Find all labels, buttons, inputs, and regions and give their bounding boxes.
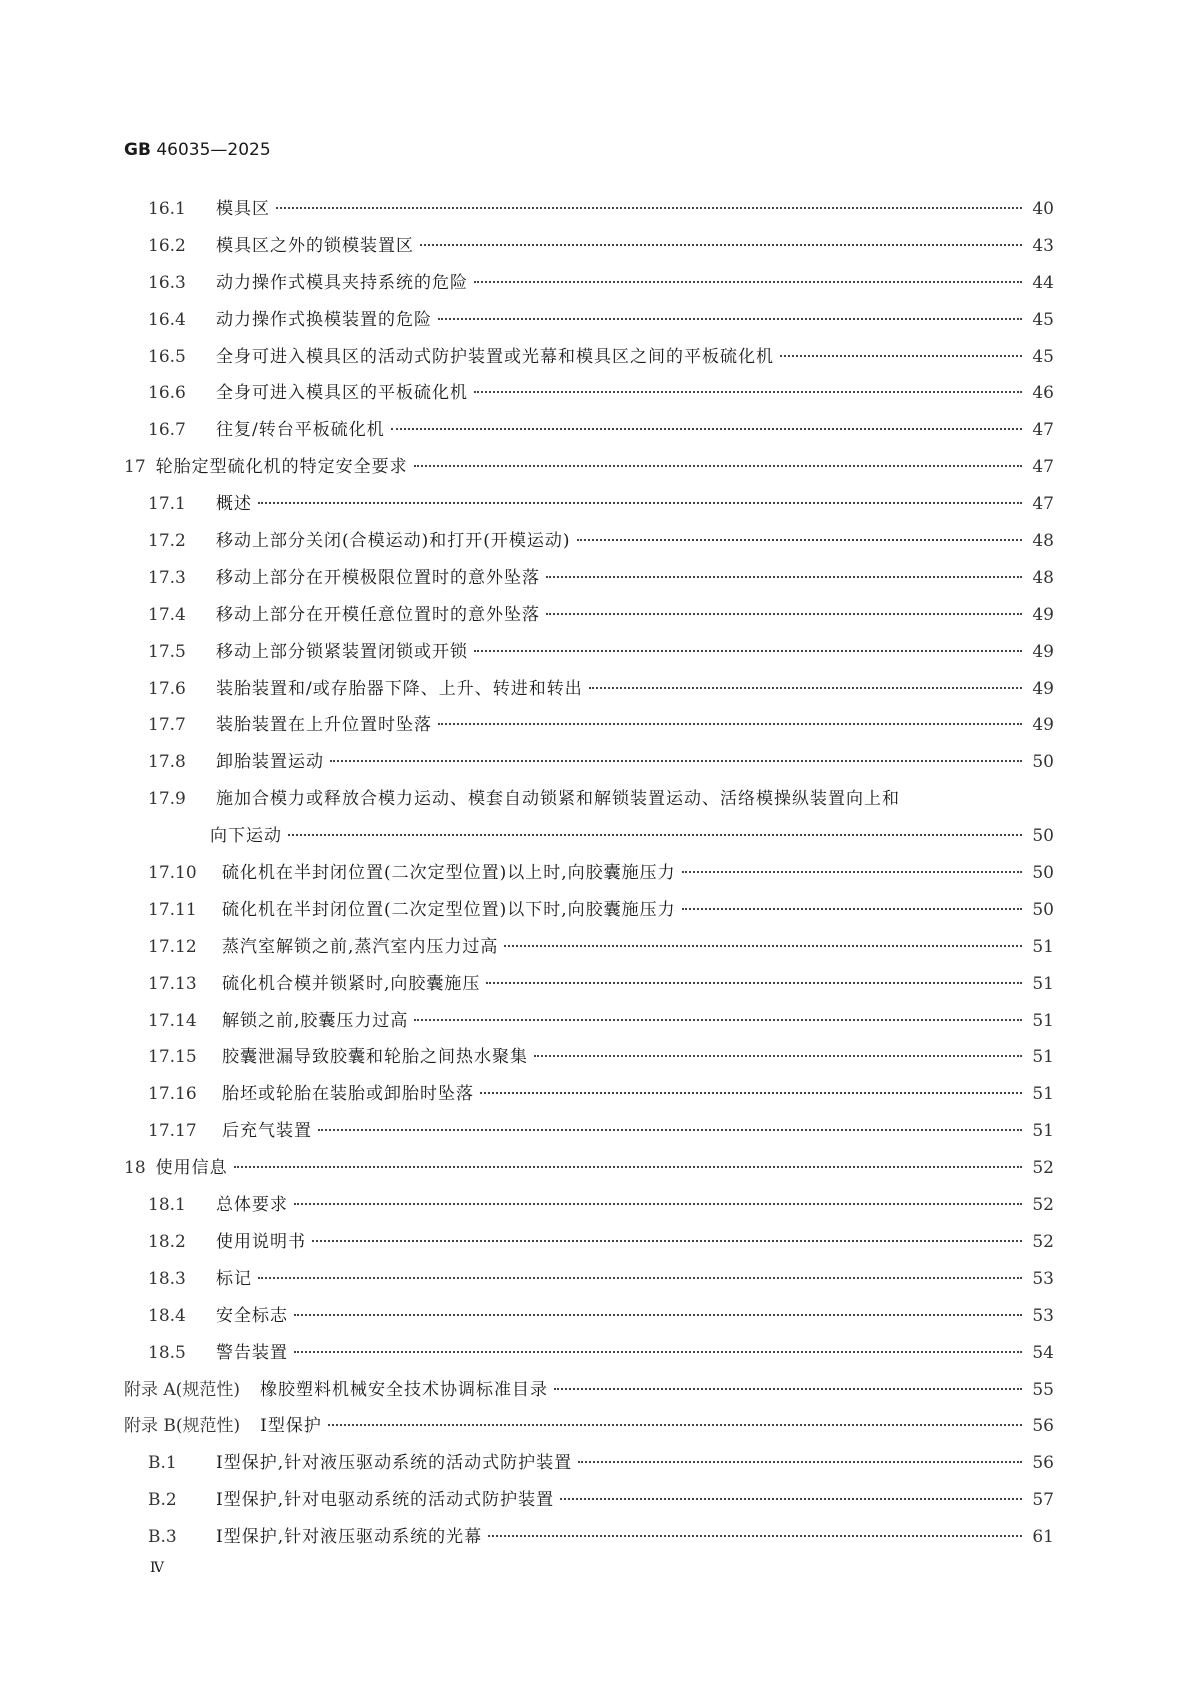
toc-entry-title: Ⅰ型保护,针对液压驱动系统的光幕 bbox=[216, 1527, 483, 1548]
dot-leader bbox=[276, 207, 1022, 209]
toc-entry-page: 45 bbox=[1032, 346, 1054, 367]
toc-entry-title: 模具区 bbox=[216, 199, 270, 219]
toc-entry-number: B.2 bbox=[148, 1490, 177, 1511]
toc-entry-title: 解锁之前,胶囊压力过高 bbox=[222, 1010, 409, 1031]
toc-entry[interactable] bbox=[124, 342, 1054, 379]
toc-entry[interactable] bbox=[124, 637, 1054, 674]
dot-leader bbox=[258, 502, 1022, 504]
toc-entry-page: 51 bbox=[1032, 1084, 1054, 1105]
toc-entry-page: 44 bbox=[1032, 272, 1054, 293]
dot-leader bbox=[328, 1424, 1022, 1426]
toc-entry-number: 16.3 bbox=[148, 272, 186, 293]
toc-entry-title: 往复/转台平板硫化机 bbox=[216, 420, 385, 441]
toc-entry-title: 硫化机合模并锁紧时,向胶囊施压 bbox=[222, 973, 481, 994]
toc-entry[interactable] bbox=[124, 1264, 1054, 1301]
dot-leader bbox=[420, 244, 1022, 246]
dot-leader bbox=[474, 650, 1022, 652]
dot-leader bbox=[318, 1129, 1022, 1131]
toc-entry-number: 17.2 bbox=[148, 531, 186, 552]
toc-entry-title: 胎坯或轮胎在装胎或卸胎时坠落 bbox=[222, 1084, 474, 1105]
toc-entry-number: 18.4 bbox=[148, 1305, 186, 1326]
toc-entry-number: 16.7 bbox=[148, 420, 186, 441]
toc-entry-page: 46 bbox=[1032, 383, 1054, 404]
toc-entry-number: 17.15 bbox=[148, 1047, 197, 1068]
toc-entry-number: 17.6 bbox=[148, 678, 186, 699]
toc-entry-page: 49 bbox=[1032, 641, 1054, 662]
toc-entry-number: 17.12 bbox=[148, 936, 197, 957]
toc-entry-number: 17.14 bbox=[148, 1010, 197, 1031]
toc-entry-page: 49 bbox=[1032, 678, 1054, 699]
toc-entry-title: 移动上部分在开模极限位置时的意外坠落 bbox=[216, 567, 540, 588]
toc-entry-title: 轮胎定型硫化机的特定安全要求 bbox=[155, 457, 408, 478]
toc-entry[interactable] bbox=[124, 1042, 1054, 1079]
toc-entry-page: 55 bbox=[1032, 1379, 1054, 1400]
toc-entry[interactable] bbox=[124, 1522, 1054, 1559]
toc-entry-number: 18.3 bbox=[148, 1268, 186, 1289]
toc-entry-title: 移动上部分锁紧装置闭锁或开锁 bbox=[216, 641, 468, 662]
toc-entry-number: 17.17 bbox=[148, 1121, 197, 1142]
toc-entry[interactable] bbox=[124, 1116, 1054, 1153]
toc-entry[interactable] bbox=[124, 489, 1054, 526]
dot-leader bbox=[504, 945, 1022, 947]
toc-entry-page: 51 bbox=[1032, 973, 1054, 994]
toc-entry[interactable] bbox=[124, 1079, 1054, 1116]
toc-entry-number: 17 bbox=[124, 457, 146, 478]
toc-entry-title: 移动上部分关闭(合模运动)和打开(开模运动) bbox=[216, 531, 571, 552]
toc-entry-page: 50 bbox=[1032, 899, 1054, 920]
toc-entry-page: 53 bbox=[1032, 1305, 1054, 1326]
toc-entry[interactable] bbox=[124, 747, 1054, 784]
toc-entry-title-continued: 向下运动 bbox=[210, 826, 282, 847]
toc-entry-page: 43 bbox=[1032, 235, 1054, 256]
toc-entry-page: 47 bbox=[1032, 457, 1054, 478]
toc-entry[interactable] bbox=[124, 563, 1054, 600]
dot-leader bbox=[589, 687, 1022, 689]
toc-entry-title: 装胎装置和/或存胎器下降、上升、转进和转出 bbox=[216, 678, 583, 699]
toc-entry-number: 16.1 bbox=[148, 199, 186, 219]
toc-entry-page: 52 bbox=[1032, 1158, 1054, 1179]
toc-entry[interactable] bbox=[124, 710, 1054, 747]
toc-entry-page: 53 bbox=[1032, 1268, 1054, 1289]
dot-leader bbox=[554, 1388, 1022, 1390]
toc-entry-number: 18.2 bbox=[148, 1231, 186, 1252]
toc-entry-title: 警告装置 bbox=[216, 1342, 288, 1363]
toc-entry[interactable] bbox=[124, 1448, 1054, 1485]
toc-entry-title: 动力操作式换模装置的危险 bbox=[216, 309, 432, 330]
toc-entry-number: 附录 A(规范性) bbox=[124, 1379, 240, 1400]
toc-entry[interactable] bbox=[124, 526, 1054, 563]
toc-entry-title: 硫化机在半封闭位置(二次定型位置)以上时,向胶囊施压力 bbox=[222, 863, 676, 884]
toc-entry-page: 48 bbox=[1032, 567, 1054, 588]
toc-entry[interactable] bbox=[124, 1375, 1054, 1412]
toc-entry-title: 胶囊泄漏导致胶囊和轮胎之间热水聚集 bbox=[222, 1047, 528, 1068]
toc-entry-page: 57 bbox=[1032, 1490, 1054, 1511]
toc-entry-number: B.1 bbox=[148, 1453, 177, 1474]
toc-entry[interactable] bbox=[124, 600, 1054, 637]
dot-leader bbox=[294, 1314, 1022, 1316]
standard-header bbox=[124, 140, 271, 160]
toc-entry-number: 16.6 bbox=[148, 383, 186, 404]
toc-entry-page: 49 bbox=[1032, 604, 1054, 625]
toc-entry-page: 61 bbox=[1032, 1527, 1054, 1548]
toc-entry-title: Ⅰ型保护 bbox=[260, 1416, 322, 1437]
dot-leader bbox=[330, 760, 1022, 762]
toc-entry-title: 使用信息 bbox=[155, 1158, 228, 1179]
page-number-footer: Ⅳ bbox=[150, 1560, 164, 1576]
dot-leader bbox=[682, 871, 1022, 873]
toc-entry[interactable] bbox=[124, 268, 1054, 305]
dot-leader bbox=[546, 613, 1022, 615]
toc-entry[interactable] bbox=[124, 932, 1054, 969]
dot-leader bbox=[480, 1092, 1022, 1094]
toc-entry-page: 50 bbox=[1032, 863, 1054, 884]
toc-entry-title: 动力操作式模具夹持系统的危险 bbox=[216, 272, 468, 293]
toc-entry-page: 49 bbox=[1032, 715, 1054, 736]
toc-entry-page: 47 bbox=[1032, 494, 1054, 515]
toc-entry[interactable] bbox=[124, 895, 1054, 932]
toc-entry-page: 40 bbox=[1032, 199, 1054, 219]
toc-entry-title: 总体要求 bbox=[216, 1195, 288, 1216]
toc-entry-number: 17.13 bbox=[148, 973, 197, 994]
toc-entry-number: 附录 B(规范性) bbox=[124, 1416, 241, 1437]
toc-entry[interactable] bbox=[124, 674, 1054, 711]
toc-entry-number: 17.8 bbox=[148, 752, 186, 773]
toc-entry-title: 后充气装置 bbox=[222, 1121, 312, 1142]
toc-entry-page: 45 bbox=[1032, 309, 1054, 330]
toc-entry-page: 54 bbox=[1032, 1342, 1054, 1363]
table-of-contents bbox=[124, 194, 1054, 1559]
toc-entry[interactable] bbox=[124, 1485, 1054, 1522]
toc-entry-title: 全身可进入模具区的活动式防护装置或光幕和模具区之间的平板硫化机 bbox=[216, 346, 774, 367]
dot-leader bbox=[414, 465, 1022, 467]
dot-leader bbox=[234, 1166, 1022, 1168]
dot-leader bbox=[780, 355, 1022, 357]
toc-entry-title: Ⅰ型保护,针对电驱动系统的活动式防护装置 bbox=[216, 1490, 555, 1511]
toc-entry-number: 17.16 bbox=[148, 1084, 197, 1105]
toc-entry-title: 蒸汽室解锁之前,蒸汽室内压力过高 bbox=[222, 936, 499, 957]
toc-entry-title: 全身可进入模具区的平板硫化机 bbox=[216, 383, 468, 404]
toc-entry[interactable] bbox=[124, 231, 1054, 268]
toc-entry-title: 安全标志 bbox=[216, 1305, 288, 1326]
toc-entry-title: Ⅰ型保护,针对液压驱动系统的活动式防护装置 bbox=[216, 1453, 573, 1474]
toc-entry-title: 使用说明书 bbox=[216, 1231, 306, 1252]
toc-entry-title: 概述 bbox=[216, 494, 252, 515]
dot-leader bbox=[474, 281, 1022, 283]
toc-entry-page: 51 bbox=[1032, 936, 1054, 957]
dot-leader bbox=[438, 318, 1022, 320]
toc-entry-number: 16.5 bbox=[148, 346, 186, 367]
toc-entry-number: 18.1 bbox=[148, 1195, 186, 1216]
toc-entry-page: 51 bbox=[1032, 1010, 1054, 1031]
toc-entry-page: 51 bbox=[1032, 1121, 1054, 1142]
dot-leader bbox=[312, 1240, 1022, 1242]
toc-entry-number: 18.5 bbox=[148, 1342, 186, 1363]
dot-leader bbox=[546, 576, 1022, 578]
dot-leader bbox=[486, 982, 1022, 984]
toc-entry-title: 装胎装置在上升位置时坠落 bbox=[216, 715, 432, 736]
toc-entry-page: 50 bbox=[1032, 752, 1054, 773]
toc-entry-page: 52 bbox=[1032, 1195, 1054, 1216]
toc-entry-title: 橡胶塑料机械安全技术协调标准目录 bbox=[259, 1379, 548, 1400]
toc-entry[interactable] bbox=[124, 821, 1054, 858]
toc-entry-number: 16.4 bbox=[148, 309, 186, 330]
dot-leader bbox=[258, 1277, 1022, 1279]
toc-entry-page: 56 bbox=[1032, 1416, 1054, 1437]
standard-number: 46035—2025 bbox=[156, 140, 271, 160]
toc-entry[interactable] bbox=[124, 1153, 1054, 1190]
toc-entry-number: 17.1 bbox=[148, 494, 186, 515]
toc-entry[interactable] bbox=[124, 305, 1054, 342]
dot-leader bbox=[474, 391, 1022, 393]
toc-entry-number: 17.11 bbox=[148, 899, 197, 920]
dot-leader bbox=[560, 1498, 1022, 1500]
toc-entry[interactable] bbox=[124, 415, 1054, 452]
toc-entry[interactable] bbox=[124, 452, 1054, 489]
toc-entry-title: 标记 bbox=[216, 1268, 252, 1289]
toc-entry-number: 17.3 bbox=[148, 567, 186, 588]
toc-entry-number: 16.2 bbox=[148, 235, 186, 256]
toc-entry-number: 17.7 bbox=[148, 715, 186, 736]
dot-leader bbox=[294, 1351, 1022, 1353]
toc-entry[interactable] bbox=[124, 1227, 1054, 1264]
dot-leader bbox=[488, 1535, 1022, 1537]
toc-entry[interactable] bbox=[124, 1190, 1054, 1227]
toc-entry-page: 51 bbox=[1032, 1047, 1054, 1068]
toc-entry-page: 47 bbox=[1032, 420, 1054, 441]
toc-entry[interactable] bbox=[124, 1338, 1054, 1375]
toc-entry-number: 17.4 bbox=[148, 604, 186, 625]
toc-entry-page: 52 bbox=[1032, 1231, 1054, 1252]
toc-entry-number: B.3 bbox=[148, 1527, 177, 1548]
toc-entry[interactable] bbox=[124, 194, 1054, 231]
dot-leader bbox=[288, 834, 1022, 836]
dot-leader bbox=[438, 723, 1022, 725]
toc-entry-number: 17.5 bbox=[148, 641, 186, 662]
standard-code: GB bbox=[124, 140, 151, 160]
dot-leader bbox=[534, 1055, 1022, 1057]
dot-leader bbox=[682, 908, 1022, 910]
toc-entry-number: 18 bbox=[124, 1158, 146, 1179]
dot-leader bbox=[391, 428, 1022, 430]
toc-entry-title: 模具区之外的锁模装置区 bbox=[216, 235, 414, 256]
toc-entry-page: 50 bbox=[1032, 826, 1054, 847]
toc-entry[interactable] bbox=[124, 1006, 1054, 1043]
dot-leader bbox=[294, 1203, 1022, 1205]
dot-leader bbox=[577, 539, 1022, 541]
toc-entry[interactable] bbox=[124, 1411, 1054, 1448]
toc-entry-number: 17.9 bbox=[148, 789, 186, 810]
dot-leader bbox=[578, 1461, 1022, 1463]
dot-leader bbox=[414, 1019, 1022, 1021]
toc-entry[interactable] bbox=[124, 378, 1054, 415]
toc-entry-page: 56 bbox=[1032, 1453, 1054, 1474]
toc-entry[interactable] bbox=[124, 969, 1054, 1006]
toc-entry[interactable] bbox=[124, 858, 1054, 895]
toc-entry-page: 48 bbox=[1032, 531, 1054, 552]
toc-entry-title: 移动上部分在开模任意位置时的意外坠落 bbox=[216, 604, 540, 625]
toc-entry-number: 17.10 bbox=[148, 863, 197, 884]
toc-entry-title: 施加合模力或释放合模力运动、模套自动锁紧和解锁装置运动、活络模操纵装置向上和 bbox=[216, 789, 900, 810]
toc-entry-title: 卸胎装置运动 bbox=[216, 752, 324, 773]
toc-entry-title: 硫化机在半封闭位置(二次定型位置)以下时,向胶囊施压力 bbox=[222, 899, 676, 920]
toc-entry[interactable] bbox=[124, 1301, 1054, 1338]
toc-entry[interactable] bbox=[124, 784, 1054, 821]
